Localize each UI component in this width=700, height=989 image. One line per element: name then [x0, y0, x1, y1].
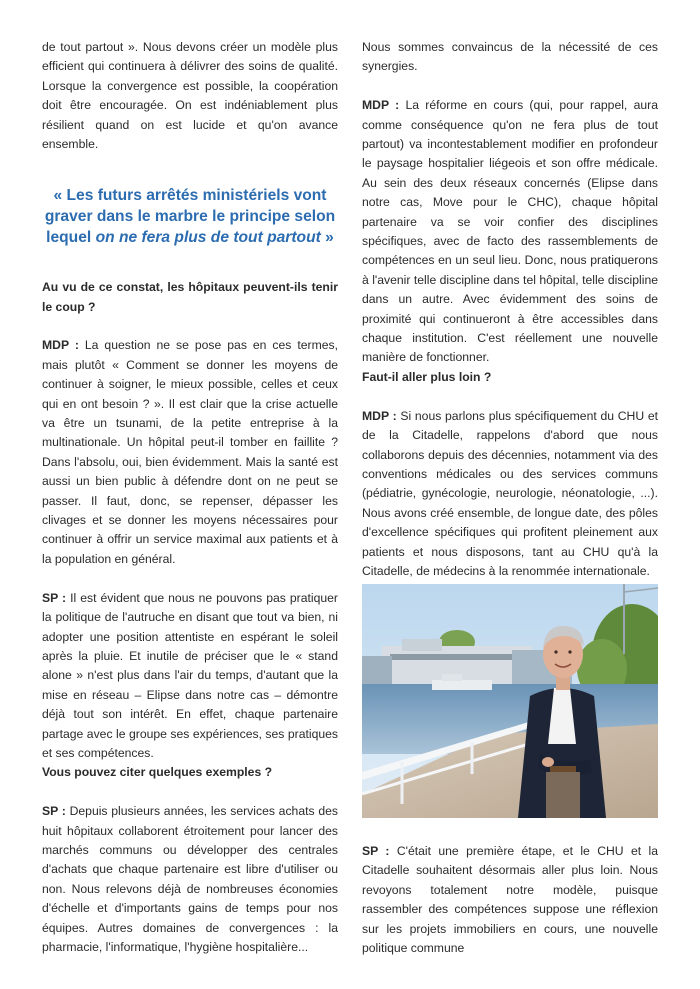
answer-text: Si nous parlons plus spécifiquement du CHU et de la Citadelle, rappelons d'abord que nous collaborons depuis des décennies, notamment via des conventions médicales ou des services communs (pédiatrie, gynécologie, neurologie, néonatologie, ...). Nous avons créé ensemble, de longue date, des pôles d'excellence spécifiques qui profitent pleinement aux patients et nous disposons, tant au CHU qu'à la Citadelle, de médecins à la renommée internationale. [362, 408, 658, 578]
speaker-label: SP : [362, 844, 390, 858]
answer-paragraph [42, 336, 338, 569]
speaker-label: MDP : [362, 408, 397, 423]
pull-quote [42, 186, 338, 248]
answer-text: La question ne se pose pas en ces termes, mais plutôt « Comment se donner les moyens de continuer à soigner, le mieux possible, celles et ceux qui en ont besoin ? ». Il est clair que la crise actuelle va être un tsunami, de la petite entreprise à la multinationale. Un hôpital peut-il tomber en faillite ? Dans l'absolu, oui, bien évidemment. Mais la santé est aussi un bien public à défendre dont on ne peut se passer. Il faut, donc, se repenser, dépasser les clivages et se donner les moyens nécessaires pour continuer à offrir un service maximal aux patients et à la population en général. [42, 338, 338, 566]
paragraph-intro: Nous sommes convaincus de la nécessité de ces synergies. [362, 40, 658, 74]
answer-paragraph [362, 96, 658, 368]
question-heading: Faut-il aller plus loin ? [362, 369, 492, 384]
answer-paragraph [42, 802, 338, 957]
answer-paragraph [42, 589, 338, 764]
paragraph-intro: de tout partout ». Nous devons créer un modèle plus efficient qui continuera à délivrer des soins de qualité. Lorsque la convergence est possible, la coopération doit être encouragée. On est indéniablement plus résilient quand on est lucide et qu'on avance ensemble. [42, 40, 338, 152]
answer-text: La réforme en cours (qui, pour rappel, aura comme conséquence qu'on ne fera plus de tout partout) va incontestablement modifier en profondeur le paysage hospitalier liégeois et son offre médicale. Au sein des deux réseaux concernés (Elipse dans notre cas, Move pour le CHC), chaque hôpital partenaire va se voir confier des disciplines spécifiques, avec de facto des rassemblements de compétences en un seul lieu. Donc, nous pratiquerons à l'avenir telle discipline dans tel hôpital, telle discipline dans un autre. Avec évidemment des soins de proximité qui continueront à être accessibles dans chaque institution. C'est réellement une nouvelle manière de fonctionner. [362, 98, 658, 365]
pull-quote-start: « Les futurs arrêtés ministériels vont graver dans le marbre le principe selon lequel [44, 187, 336, 246]
answer-text: C'était une première étape, et le CHU et la Citadelle souhaitent désormais aller plus loin. Nous revoyons totalement notre modèle, puisque rassembler des compétences suppose une réflexion sur les projets immobiliers en cours, une nouvelle politique commune [362, 844, 658, 956]
speaker-label: SP : [42, 590, 67, 605]
portrait-photo [362, 584, 658, 818]
pull-quote-italic: on ne fera plus de tout partout [95, 228, 321, 246]
speaker-label: MDP : [42, 338, 79, 353]
answer-paragraph [362, 842, 658, 958]
right-column-bottom [362, 842, 658, 958]
portrait-photo-illustration [362, 584, 658, 818]
answer-text: Il est évident que nous ne pouvons pas pratiquer la politique de l'autruche en disant que tout va bien, ni adopter une position attentiste en espérant le soleil après la pluie. Et inutile de préciser que le « stand alone » n'est plus dans l'air du temps, d'autant que la mise en réseau – Elipse dans notre cas – démontre déjà tout son intérêt. En effet, chaque partenaire partage avec le groupe ses expériences, ses pratiques et ses compétences. [42, 590, 338, 760]
answer-paragraph [362, 407, 658, 582]
question-heading: Vous pouvez citer quelques exemples ? [42, 765, 273, 780]
question-heading: Au vu de ce constat, les hôpitaux peuvent-ils tenir le coup ? [42, 280, 338, 314]
speaker-label: MDP : [362, 98, 400, 113]
answer-text: Depuis plusieurs années, les services achats des huit hôpitaux collaborent étroitement pour lancer des marchés communs ou développer des centrales d'achats que chaque partenaire est libre d'utiliser ou non. Nous relevons déjà de nombreuses économies d'échelle et d'importants gains de temps pour nos équipes. Autres domaines de convergences : la pharmacie, l'informatique, l'hygiène hospitalière... [42, 804, 338, 954]
speaker-label: SP : [42, 804, 66, 819]
right-column [362, 38, 658, 581]
pull-quote-end: » [320, 228, 334, 246]
left-column [42, 38, 338, 957]
